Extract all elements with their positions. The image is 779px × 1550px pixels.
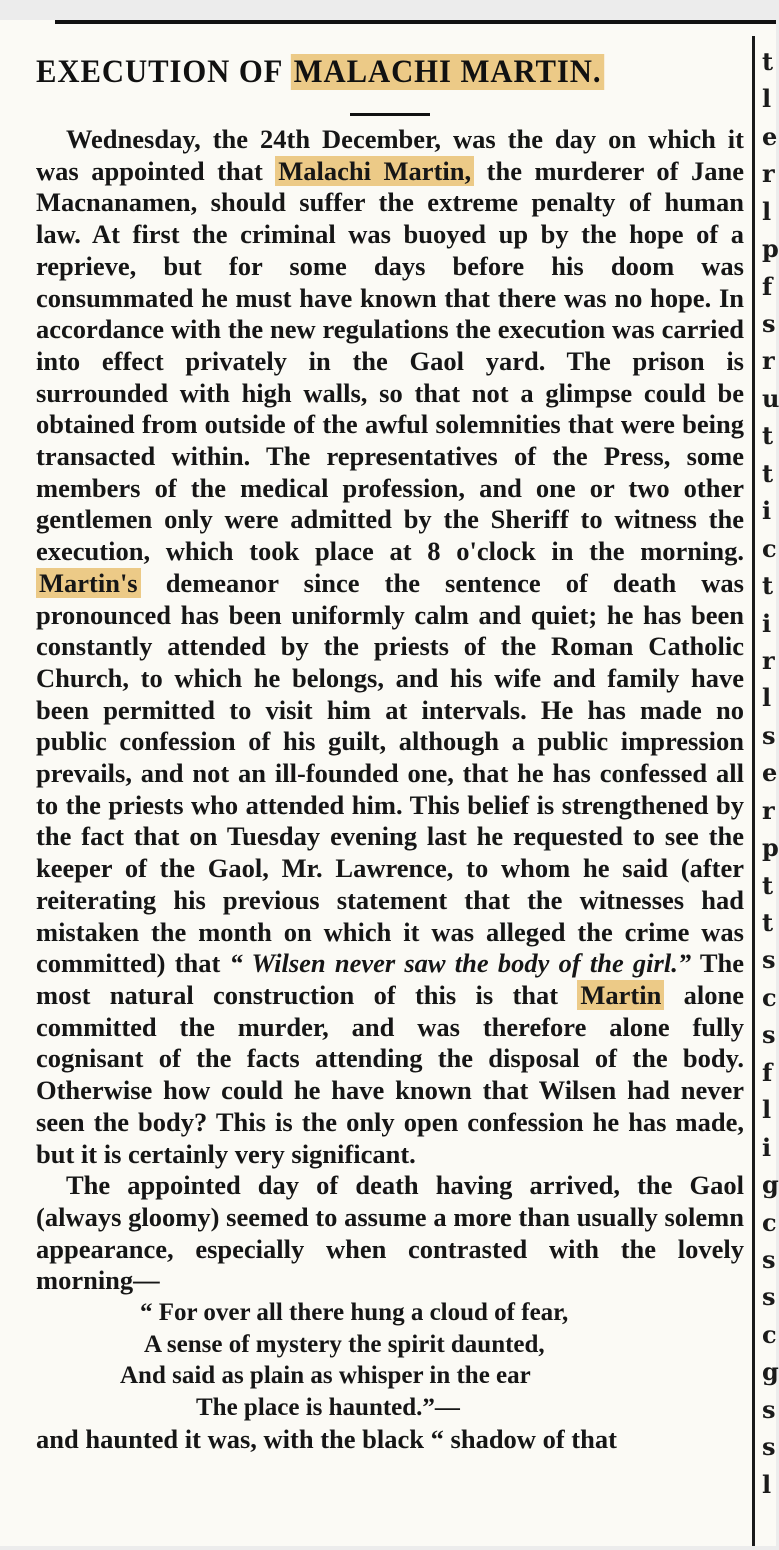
- right-column-glyph: s: [762, 1432, 776, 1461]
- paragraph-2: The appointed day of death having arrived, the Gaol (always gloomy) seemed to assume a more than usually solemn appearance, especially when contrasted with the lovely morning—: [36, 1170, 744, 1296]
- right-column-glyph: r: [762, 646, 775, 675]
- verse-line: “ For over all there hung a cloud of fear,: [140, 1299, 569, 1327]
- verse-line: And said as plain as whisper in the ear: [120, 1362, 531, 1390]
- right-column-glyph: f: [762, 272, 773, 301]
- right-column-glyph: t: [762, 47, 774, 76]
- para1-text-4: The most natural construction of this is that: [36, 948, 744, 1010]
- right-column-glyph: l: [762, 1470, 772, 1499]
- right-column-glyph: t: [762, 421, 774, 450]
- right-column-glyph: s: [762, 945, 776, 974]
- right-column-glyph: r: [762, 796, 775, 825]
- para1-text-5: alone committed the murder, and was therefore alone fully cognisant of the facts attending the disposal of the body. Otherwise how could he have known that Wilsen had never seen the body? This is the only open confession he has made, but it is certainly very significant.: [36, 979, 744, 1169]
- headline-rule: [350, 113, 430, 116]
- right-column-glyph: t: [762, 908, 774, 937]
- right-column-glyph: r: [762, 159, 775, 188]
- adjacent-column-fragment: [762, 47, 779, 1550]
- right-column-glyph: s: [762, 309, 776, 338]
- verse-quotation: [36, 1297, 744, 1424]
- column-rule: [752, 36, 755, 1546]
- right-column-glyph: i: [762, 496, 772, 525]
- highlight-malachi-martin: Malachi Martin,: [275, 156, 474, 186]
- right-column-glyph: t: [762, 459, 774, 488]
- right-column-glyph: c: [762, 1208, 777, 1237]
- right-column-glyph: i: [762, 609, 772, 638]
- right-column-glyph: f: [762, 1058, 773, 1087]
- right-column-glyph: t: [762, 571, 774, 600]
- right-column-glyph: s: [762, 1020, 776, 1049]
- right-column-glyph: i: [762, 1133, 772, 1162]
- continuation-line: and haunted it was, with the black “ shadow of that: [36, 1423, 617, 1454]
- right-column-glyph: p: [762, 234, 779, 263]
- right-column-glyph: g: [762, 1170, 779, 1199]
- right-column-glyph: l: [762, 84, 772, 113]
- right-column-glyph: l: [762, 197, 772, 226]
- right-column-glyph: g: [762, 1357, 779, 1386]
- headline-prefix: EXECUTION OF: [36, 54, 291, 90]
- article-headline: [36, 54, 706, 90]
- highlight-martins: Martin's: [36, 568, 141, 598]
- right-column-glyph: c: [762, 983, 777, 1012]
- right-column-glyph: e: [762, 122, 778, 151]
- top-rule: [55, 20, 776, 24]
- right-column-glyph: s: [762, 721, 776, 750]
- para1-text-3: demeanor since the sentence of death was pronounced has been uniformly calm and quiet; he has been constantly attended by the priests of the Roman Catholic Church, to which he belongs, and his wife and family have been permitted to visit him at intervals. He has made no public confession of his guilt, although a public impression prevails, and not an ill-founded one, that he has confessed all to the priests who attended him. This belief is strengthened by the fact that on Tuesday evening last he requested to see the keeper of the Gaol, Mr. Lawrence, to whom he said (after reiterating his previous statement that the witnesses had mistaken the month on which it was alleged the crime was committed) that: [36, 567, 744, 979]
- right-column-glyph: l: [762, 1095, 772, 1124]
- para1-text-1: Wednesday, the 24th December, was the day on which it was appointed that: [36, 124, 744, 186]
- right-column-glyph: c: [762, 1320, 777, 1349]
- right-column-glyph: r: [762, 346, 775, 375]
- paragraph-1: [36, 124, 744, 1170]
- right-column-glyph: s: [762, 1395, 776, 1424]
- verse-line: The place is haunted.”—: [196, 1394, 460, 1422]
- right-column-glyph: s: [762, 1245, 776, 1274]
- right-column-glyph: c: [762, 534, 777, 563]
- article-body: [36, 124, 744, 1456]
- verse-line: A sense of mystery the spirit daunted,: [144, 1330, 545, 1358]
- right-column-glyph: l: [762, 683, 772, 712]
- headline-name-highlight: MALACHI MARTIN.: [291, 54, 604, 90]
- right-column-glyph: e: [762, 758, 778, 787]
- right-column-glyph: u: [762, 384, 779, 413]
- right-column-glyph: p: [762, 833, 779, 862]
- para1-text-2: the murderer of Jane Macnanamen, should suffer the extreme penalty of human law. At first the criminal was buoyed up by the hope of a reprieve, but for some days before his doom was consummated he must have known that there was no hope. In accordance with the new regulations the execution was carried into effect privately in the Gaol yard. The prison is surrounded with high walls, so that not a glimpse could be obtained from outside of the awful solemnities that were being transacted within. The representatives of the Press, some members of the medical profession, and one or two other gentlemen only were admitted by the Sheriff to witness the execution, which took place at 8 o'clock in the morning.: [36, 155, 744, 567]
- right-column-glyph: t: [762, 871, 774, 900]
- quoted-statement: “ Wilsen never saw the body of the girl.”: [229, 948, 692, 979]
- right-column-glyph: s: [762, 1282, 776, 1311]
- newspaper-clipping: [0, 20, 779, 1546]
- highlight-martin: Martin: [577, 980, 664, 1010]
